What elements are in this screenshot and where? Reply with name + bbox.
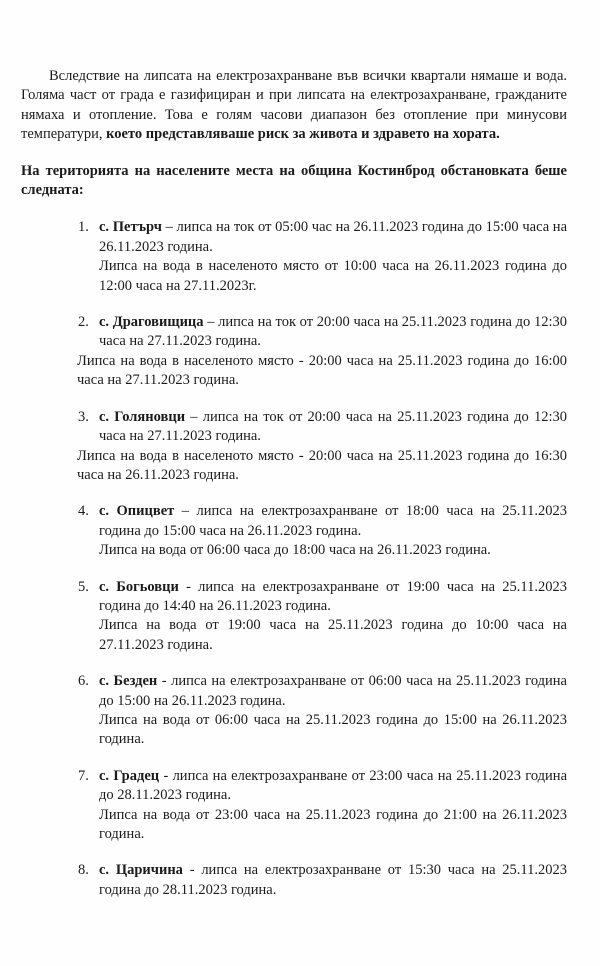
intro-bold-text: което представляваше риск за живота и здравето на хората. bbox=[106, 126, 500, 143]
power-details: – липса на ток от 20:00 часа на 25.11.2023 година до 12:30 часа на 27.11.2023 година. bbox=[99, 408, 567, 445]
item-number: 6. bbox=[78, 673, 89, 690]
water-outage-text: Липса на вода в населеното място - 20:00 часа на 25.11.2023 година до 16:00 часа на 27.11.2023 година. bbox=[77, 352, 567, 389]
power-details: - липса на електрозахранване от 23:00 часа на 25.11.2023 година до 28.11.2023 година. bbox=[99, 767, 568, 804]
village-name: с. Петърч bbox=[99, 219, 162, 236]
list-item-petarch bbox=[21, 218, 567, 296]
village-name: с. Голяновци bbox=[99, 408, 186, 425]
village-name: с. Градец bbox=[99, 767, 160, 784]
item-number: 5. bbox=[78, 578, 89, 595]
intro-paragraph bbox=[21, 67, 567, 145]
power-details: - липса на електрозахранване от 19:00 часа на 25.11.2023 година до 14:40 на 26.11.2023 година. bbox=[99, 578, 568, 614]
power-outage-text bbox=[99, 408, 567, 447]
list-item-opitsvet bbox=[21, 502, 567, 560]
list-item-tsarichina bbox=[21, 861, 567, 900]
power-outage-text bbox=[99, 502, 567, 541]
power-outage-text bbox=[99, 218, 567, 257]
outage-list bbox=[21, 218, 567, 900]
item-number: 2. bbox=[78, 314, 89, 331]
water-outage-text: Липса на вода от 06:00 часа на 25.11.2023 година до 15:00 на 26.11.2023 година. bbox=[99, 711, 567, 748]
power-outage-text bbox=[99, 578, 567, 617]
section-heading: На територията на населените места на община Костинброд обстановката беше следната: bbox=[21, 162, 567, 199]
power-details: – липса на ток от 20:00 часа на 25.11.2023 година до 12:30 часа на 27.11.2023 година. bbox=[99, 314, 567, 350]
item-number: 4. bbox=[78, 503, 89, 520]
list-item-bogyovtsi bbox=[21, 578, 567, 656]
water-outage-text: Липса на вода в населеното място - 20:00 часа на 25.11.2023 година до 16:30 часа на 26.11.2023 година. bbox=[77, 447, 567, 483]
item-number: 7. bbox=[78, 767, 89, 784]
power-outage-text bbox=[99, 861, 567, 900]
power-details: - липса на електрозахранване от 15:30 часа на 25.11.2023 година до 28.11.2023 година. bbox=[99, 862, 568, 898]
item-number: 8. bbox=[78, 862, 89, 879]
power-outage-text bbox=[99, 767, 567, 806]
village-name: с. Драговищица bbox=[99, 314, 204, 331]
power-outage-text bbox=[99, 672, 567, 711]
power-details: – липса на ток от 05:00 час на 26.11.2023 година до 15:00 часа на 26.11.2023 година. bbox=[99, 219, 568, 255]
list-item-gradets bbox=[21, 767, 567, 845]
water-outage-text: Липса на вода от 19:00 часа на 25.11.2023 година до 10:00 часа на 27.11.2023 година. bbox=[99, 617, 567, 653]
water-outage-text: Липса на вода от 23:00 часа на 25.11.2023 година до 21:00 на 26.11.2023 година. bbox=[99, 806, 567, 842]
item-number: 1. bbox=[78, 219, 89, 236]
village-name: с. Опицвет bbox=[99, 503, 175, 520]
power-outage-text bbox=[99, 313, 567, 352]
water-outage-text: Липса на вода в населеното място от 10:00 часа на 26.11.2023 година до 12:00 часа на 27.11.2023г. bbox=[99, 258, 567, 294]
list-item-dragovishtitsa bbox=[21, 313, 567, 391]
intro-text: Вследствие на липсата на електрозахранване във всички квартали нямаше и вода. Голяма част от града е газифициран и при липсата на електрозахранване, гражданите нямаха и отопление. Това е голям часови диапазон без отопление при минусови температури, bbox=[21, 68, 567, 143]
village-name: с. Богьовци bbox=[99, 578, 179, 595]
list-item-bezden bbox=[21, 672, 567, 750]
item-number: 3. bbox=[78, 408, 89, 425]
village-name: с. Безден bbox=[99, 673, 158, 690]
water-outage-text: Липса на вода от 06:00 часа до 18:00 часа на 26.11.2023 година. bbox=[99, 542, 491, 559]
village-name: с. Царичина bbox=[99, 862, 183, 879]
power-details: – липса на електрозахранване от 18:00 часа на 25.11.2023 година до 15:00 часа на 26.11.2023 година. bbox=[99, 503, 568, 539]
power-details: - липса на електрозахранване от 06:00 часа на 25.11.2023 година до 15:00 на 26.11.2023 година. bbox=[99, 673, 567, 709]
list-item-golyanovtsi bbox=[21, 408, 567, 486]
